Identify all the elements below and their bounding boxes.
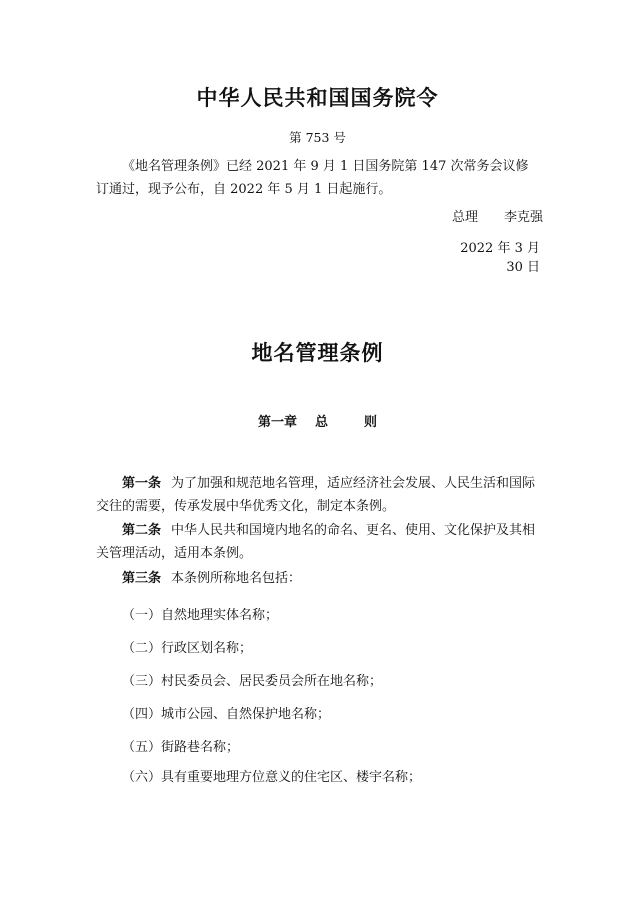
article-3 <box>96 567 540 590</box>
decree-intro: 《地名管理条例》已经 2021 年 9 月 1 日国务院第 147 次常务会议修订通过，现予公布，自 2022 年 5 月 1 日起施行。 <box>96 159 529 197</box>
list-item: （二）行政区划名称； <box>122 641 253 656</box>
article-text: 本条例所称地名包括： <box>171 571 302 586</box>
chapter-heading <box>0 411 635 430</box>
article-1 <box>96 472 540 518</box>
chapter-name-a: 总 <box>314 415 328 430</box>
decree-number: 第 753 号 <box>289 130 346 145</box>
list-item: （五）街路巷名称； <box>122 740 240 755</box>
article-text: 为了加强和规范地名管理，适应经济社会发展、人民生活和国际交往的需要，传承发展中华优秀文化，制定本条例。 <box>96 476 536 514</box>
signature-line <box>452 206 543 225</box>
article-label: 第三条 <box>122 571 162 586</box>
list-item: （四）城市公园、自然保护地名称； <box>122 707 331 722</box>
signer-title: 总理 <box>452 210 479 225</box>
decree-date: 2022 年 3 月 30 日 <box>460 241 540 275</box>
article-2 <box>96 519 540 565</box>
list-item: （一）自然地理实体名称； <box>122 608 279 623</box>
chapter-number: 第一章 <box>257 415 297 430</box>
list-item: （三）村民委员会、居民委员会所在地名称； <box>122 674 383 689</box>
signer-name: 李克强 <box>504 210 544 225</box>
article-label: 第二条 <box>122 523 162 538</box>
decree-title: 中华人民共和国国务院令 <box>196 86 439 110</box>
chapter-name-b: 则 <box>364 415 378 430</box>
regulation-title: 地名管理条例 <box>251 341 384 365</box>
article-label: 第一条 <box>122 476 162 491</box>
list-item: （六）具有重要地理方位意义的住宅区、楼宇名称； <box>122 770 422 785</box>
article-text: 中华人民共和国境内地名的命名、更名、使用、文化保护及其相关管理活动，适用本条例。 <box>96 523 536 561</box>
